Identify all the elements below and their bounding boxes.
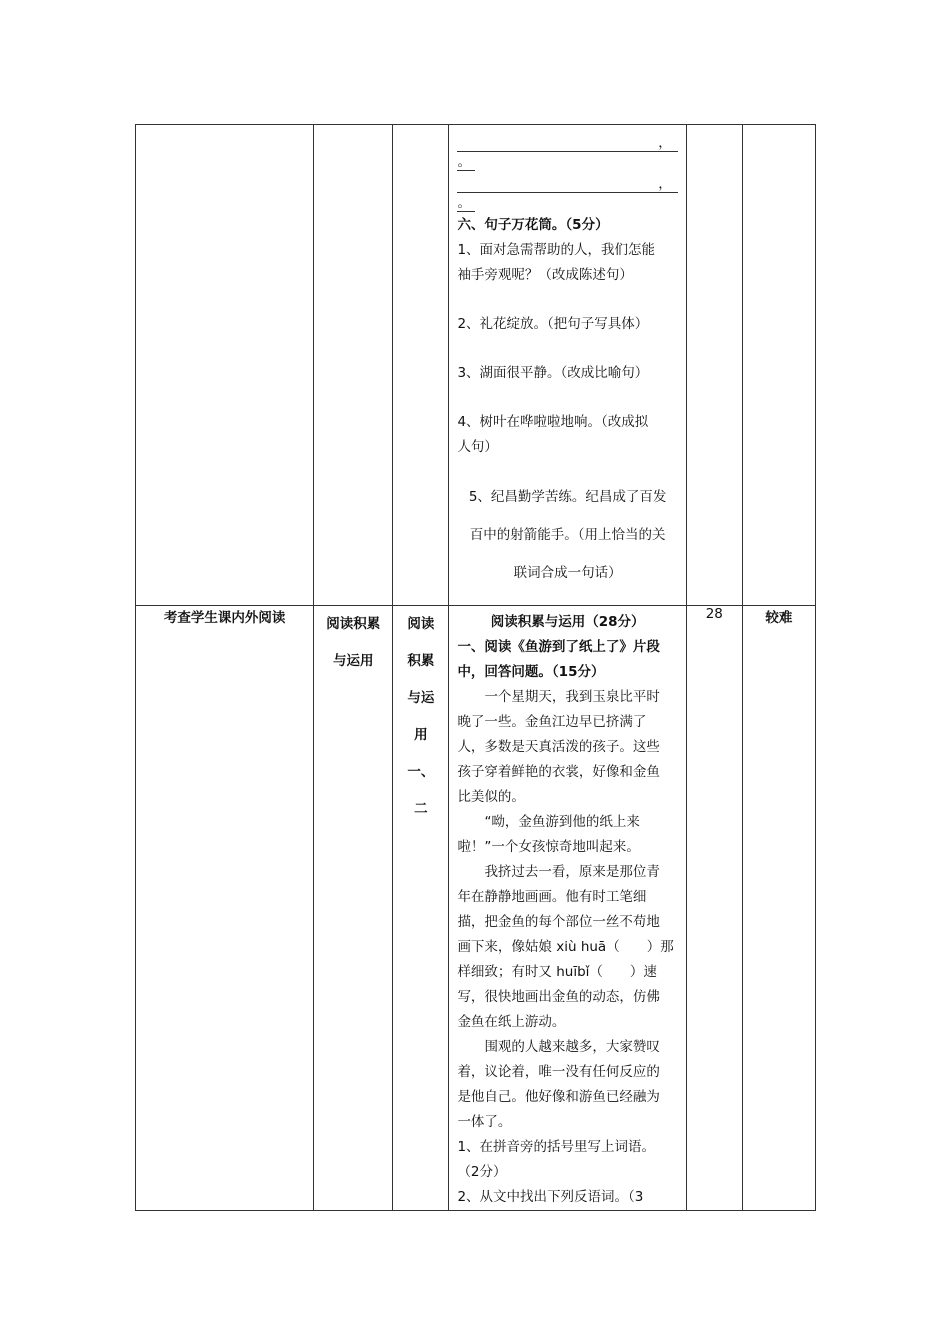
cell-empty (742, 125, 815, 606)
question-text: 联词合成一句话） (513, 565, 622, 581)
question-text: 袖手旁观呢？（改成陈述句） (457, 267, 633, 283)
cell-exercise (449, 606, 686, 1211)
section-title: 中，回答问题。（15分） (457, 664, 605, 680)
section-heading: 阅读积累与运用（28分） (490, 614, 645, 630)
passage-line: 写，很快地画出金鱼的动态，仿佛 (457, 989, 660, 1005)
passage-line: 描，把金鱼的每个部位一丝不苟地 (457, 914, 660, 930)
table-row (136, 125, 816, 606)
answer-line[interactable]: ， (457, 131, 677, 152)
passage-line: 孩子穿着鲜艳的衣裳，好像和金鱼 (457, 764, 660, 780)
answer-line-end: 。 (457, 152, 677, 172)
category-text: 与运用 (333, 653, 374, 669)
passage-line: 晚了一些。金鱼江边早已挤满了 (457, 714, 647, 730)
content-text: 阅读 (407, 616, 435, 632)
cell-empty (686, 125, 742, 606)
question-text: 1、在拼音旁的括号里写上词语。 (457, 1139, 656, 1155)
content-text: 与运 (407, 690, 435, 706)
cell-empty (393, 125, 449, 606)
cell-empty (136, 125, 314, 606)
content-text: 二 (414, 801, 428, 817)
content-text: 用 (414, 727, 428, 743)
content-text: 积累 (407, 653, 435, 669)
passage-line: 人，多数是天真活泼的孩子。这些 (457, 739, 660, 755)
passage-line: 一体了。 (457, 1114, 512, 1130)
passage-line: 金鱼在纸上游动。 (457, 1014, 566, 1030)
content-cell (393, 606, 449, 1211)
passage-line: 样细致；有时又 huībǐ（ ）速 (457, 964, 657, 980)
question-text: 3、湖面很平静。（改成比喻句） (457, 365, 649, 381)
question-text: 人句） (457, 439, 498, 455)
question-text: 百中的射箭能手。（用上恰当的关 (469, 527, 666, 543)
score-cell: 28 (686, 606, 742, 1211)
cell-exercise (449, 125, 686, 606)
cell-empty (314, 125, 393, 606)
passage-line: 一个星期天，我到玉泉比平时 (484, 689, 660, 705)
section-title: 六、句子万花筒。（5分） (457, 217, 609, 233)
question-text: 1、面对急需帮助的人，我们怎能 (457, 242, 656, 258)
passage-line: 着，议论着，唯一没有任何反应的 (457, 1064, 660, 1080)
table-row (136, 606, 816, 1211)
lesson-plan-table (135, 124, 816, 1211)
category-text: 阅读积累 (326, 616, 381, 632)
question-text: 2、从文中找出下列反语词。（3 (457, 1189, 644, 1205)
passage-line: “呦，金鱼游到他的纸上来 (484, 814, 640, 830)
difficulty-cell: 较难 (742, 606, 815, 1211)
question-text: （2分） (457, 1164, 507, 1180)
question-text: 2、礼花绽放。（把句子写具体） (457, 316, 649, 332)
answer-line[interactable]: ， (457, 172, 677, 193)
passage-line: 围观的人越来越多，大家赞叹 (484, 1039, 660, 1055)
goal-cell: 考查学生课内外阅读 (136, 606, 314, 1211)
passage-line: 比美似的。 (457, 789, 525, 805)
passage-line: 我挤过去一看，原来是那位青 (484, 864, 660, 880)
passage-line: 年在静静地画画。他有时工笔细 (457, 889, 647, 905)
question-text: 5、纪昌勤学苦练。纪昌成了百发 (468, 489, 667, 505)
content-text: 一、 (407, 764, 435, 780)
passage-line: 是他自己。他好像和游鱼已经融为 (457, 1089, 660, 1105)
passage-line: 画下来，像姑娘 xiù huā（ ）那 (457, 939, 674, 955)
section-title: 一、阅读《鱼游到了纸上了》片段 (457, 639, 660, 655)
answer-line-end: 。 (457, 193, 677, 213)
question-text: 4、树叶在哗啦啦地响。（改成拟 (457, 414, 649, 430)
category-cell (314, 606, 393, 1211)
passage-line: 啦！”一个女孩惊奇地叫起来。 (457, 839, 640, 855)
